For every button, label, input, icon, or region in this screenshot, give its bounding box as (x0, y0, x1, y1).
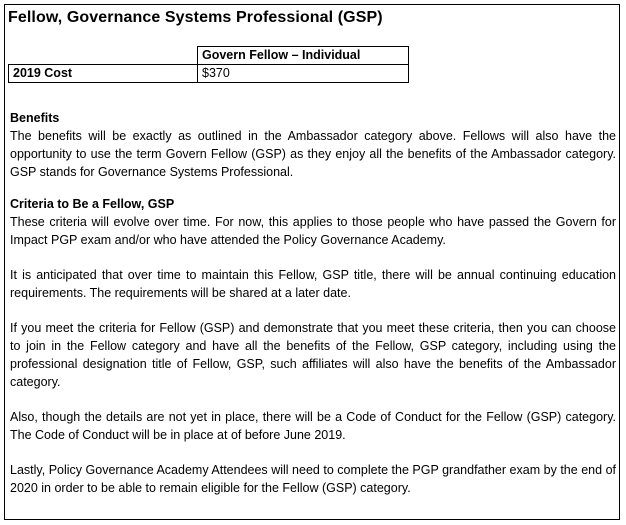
page-title: Fellow, Governance Systems Professional (GSP) (8, 9, 383, 26)
criteria-paragraph: It is anticipated that over time to maintain this Fellow, GSP title, there will be annual continuing education requirements. The requirements will be shared at a later date. (10, 268, 616, 300)
table-row (9, 65, 409, 83)
criteria-paragraph: These criteria will evolve over time. For now, this applies to those people who have passed the Govern for Impact PGP exam and/or who have attended the Policy Governance Academy. (10, 215, 616, 247)
table-row-label: 2019 Cost (9, 65, 198, 83)
table-row-value: $370 (198, 65, 409, 83)
table-header-row (9, 47, 409, 65)
document-body (10, 109, 616, 497)
criteria-heading: Criteria to Be a Fellow, GSP (10, 197, 175, 211)
benefits-heading: Benefits (10, 111, 60, 125)
table-column-header: Govern Fellow – Individual (198, 47, 409, 65)
table-corner-cell (9, 47, 198, 65)
criteria-paragraph: Lastly, Policy Governance Academy Attendees will need to complete the PGP grandfather exam by the end of 2020 in order to be able to remain eligible for the Fellow (GSP) category. (10, 463, 616, 495)
benefits-text: The benefits will be exactly as outlined in the Ambassador category above. Fellows will also have the opportunity to use the term Govern Fellow (GSP) as they enjoy all the benefits of the Ambassador category. GSP stands for Governance Systems Professional. (10, 129, 616, 179)
cost-table (8, 46, 409, 83)
criteria-paragraph: Also, though the details are not yet in place, there will be a Code of Conduct for the Fellow (GSP) category. The Code of Conduct will be in place at of before June 2019. (10, 410, 616, 442)
criteria-paragraph: If you meet the criteria for Fellow (GSP) and demonstrate that you meet these criteria, then you can choose to join in the Fellow category and have all the benefits of the Fellow, GSP category, including using the professional designation title of Fellow, GSP, such affiliates will also have the benefits of the Ambassador category. (10, 321, 616, 389)
